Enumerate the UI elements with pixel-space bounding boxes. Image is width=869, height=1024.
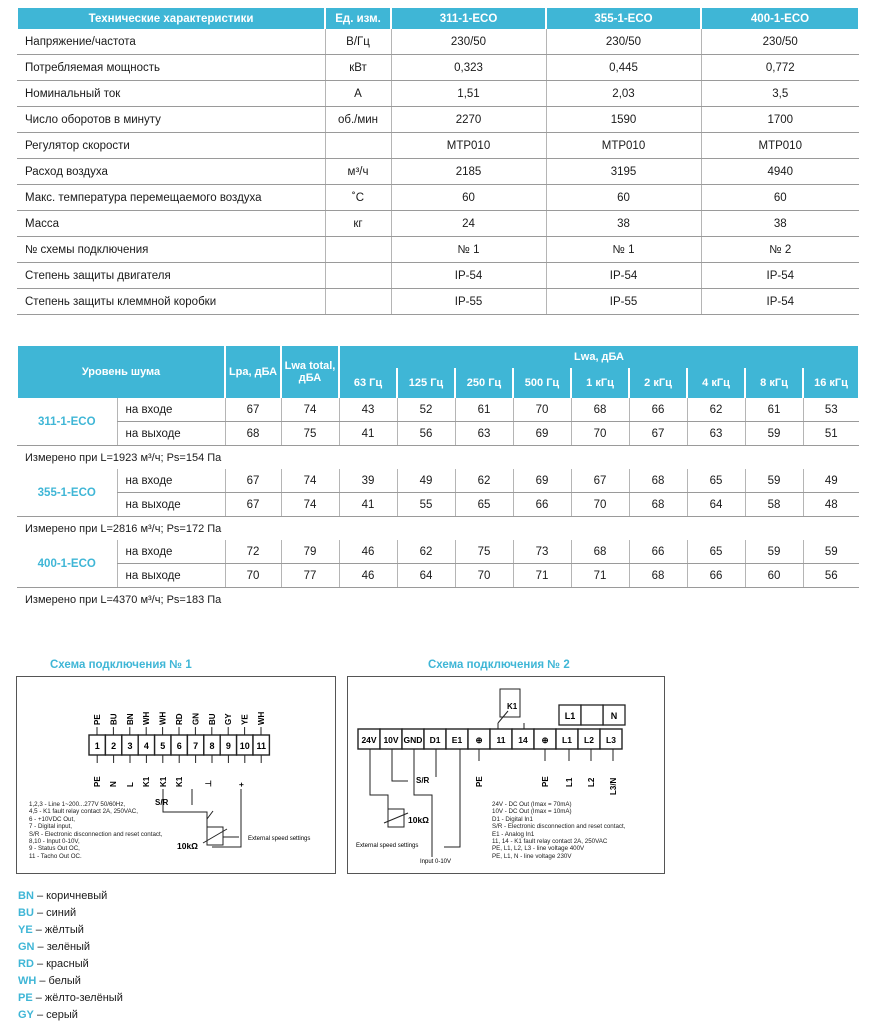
noise-value-cell: 56 (803, 564, 859, 588)
noise-freq-header: 125 Гц (397, 368, 455, 398)
tech-param-cell: Масса (17, 211, 325, 237)
tech-value-cell: 3,5 (701, 81, 859, 107)
schema1-wire-label: YE (240, 714, 250, 725)
noise-row (17, 564, 859, 588)
noise-value-cell: 74 (281, 493, 339, 517)
tech-param-cell: Расход воздуха (17, 159, 325, 185)
schema2-terminal-label: L3 (606, 735, 616, 745)
schema2-sr-label: S/R (416, 776, 430, 785)
schema1-diagram (16, 676, 336, 874)
schema2-note-line: 11, 14 - K1 fault relay contact 2A, 250VAC (492, 838, 608, 846)
tech-value-cell: 0,445 (546, 55, 701, 81)
tech-value-cell: 1700 (701, 107, 859, 133)
noise-value-cell: 62 (455, 469, 513, 493)
schema2-terminal-label: ⊕ (475, 735, 483, 745)
noise-value-cell: 70 (513, 398, 571, 422)
noise-value-cell: 70 (455, 564, 513, 588)
schema1-bottom-label: + (237, 782, 246, 787)
tech-unit-cell (325, 263, 391, 289)
tech-value-cell: 38 (546, 211, 701, 237)
noise-row (17, 469, 859, 493)
noise-value-cell: 64 (687, 493, 745, 517)
noise-freq-header: 1 кГц (571, 368, 629, 398)
legend-text: – жёлтый (32, 924, 84, 936)
tech-value-cell: 2185 (391, 159, 546, 185)
schema1-bottom-label: K1 (142, 776, 151, 787)
noise-value-cell: 67 (629, 422, 687, 446)
tech-row (17, 159, 859, 185)
noise-value-cell: 49 (803, 469, 859, 493)
legend-item (18, 956, 123, 973)
tech-value-cell: IP-54 (701, 289, 859, 315)
noise-freq-header: 500 Гц (513, 368, 571, 398)
tech-value-cell: 60 (701, 185, 859, 211)
schema2-top-label: L1 (564, 711, 576, 721)
schema1-terminal-number: 5 (160, 741, 166, 751)
tech-unit-cell: А (325, 81, 391, 107)
tech-value-cell: № 1 (546, 237, 701, 263)
schema1-terminal-number: 10 (239, 741, 250, 751)
tech-value-cell: 38 (701, 211, 859, 237)
schema1-note-line: 7 - Digital input, (29, 823, 72, 831)
schema2-bottom-label: PE (541, 776, 550, 787)
tech-value-cell: IP-54 (546, 263, 701, 289)
schema2-k1-label: K1 (507, 702, 518, 711)
schema2-input-label: Input 0-10V (420, 859, 452, 865)
noise-value-cell: 48 (803, 493, 859, 517)
legend-item (18, 905, 123, 922)
tech-row (17, 29, 859, 55)
noise-value-cell: 68 (629, 493, 687, 517)
schema1-bottom-label: PE (93, 776, 102, 787)
tech-header-cell: 400-1-ECO (701, 8, 859, 29)
legend-text: – зелёный (34, 941, 91, 953)
tech-header-cell: 355-1-ECO (546, 8, 701, 29)
tech-value-cell: 230/50 (546, 29, 701, 55)
noise-value-cell: 58 (745, 493, 803, 517)
schema2-terminal-label: 14 (518, 735, 528, 745)
schema1-wire-label: BN (125, 713, 135, 725)
legend-code: PE (18, 992, 33, 1004)
noise-value-cell: 68 (571, 540, 629, 564)
noise-value-cell: 70 (571, 422, 629, 446)
schema2-terminal-label: GND (403, 735, 423, 745)
noise-value-cell: 69 (513, 469, 571, 493)
tech-value-cell: № 1 (391, 237, 546, 263)
schema1-wire-label: WH (257, 711, 266, 725)
legend-item (18, 990, 123, 1007)
schema2-top-label: N (610, 711, 618, 721)
noise-lwa-header: Lwa, дБА (339, 346, 859, 368)
schema2-terminal-label: D1 (429, 735, 441, 745)
noise-value-cell: 77 (281, 564, 339, 588)
tech-param-cell: Степень защиты двигателя (17, 263, 325, 289)
tech-row (17, 55, 859, 81)
schema1-terminal-number: 1 (94, 741, 100, 751)
tech-value-cell: IP-54 (391, 263, 546, 289)
tech-value-cell: IP-54 (701, 263, 859, 289)
legend-code: BU (18, 907, 34, 919)
legend-text: – коричневый (33, 890, 108, 902)
schema1-terminal-number: 8 (209, 741, 215, 751)
legend-item (18, 922, 123, 939)
noise-value-cell: 79 (281, 540, 339, 564)
tech-row (17, 211, 859, 237)
noise-value-cell: 41 (339, 422, 397, 446)
tech-value-cell: IP-55 (546, 289, 701, 315)
noise-freq-header: 8 кГц (745, 368, 803, 398)
tech-param-cell: Потребляемая мощность (17, 55, 325, 81)
tech-row (17, 107, 859, 133)
noise-value-cell: 71 (513, 564, 571, 588)
tech-param-cell: Число оборотов в минуту (17, 107, 325, 133)
noise-value-cell: 66 (513, 493, 571, 517)
noise-value-cell: 67 (571, 469, 629, 493)
tech-value-cell: 24 (391, 211, 546, 237)
noise-lwa-total-header: Lwa total, дБА (281, 346, 339, 398)
schema2-note-line: S/R - Electronic disconnection and reset contact, (492, 823, 626, 831)
noise-value-cell: 46 (339, 540, 397, 564)
schema1-wire-label: GY (224, 713, 234, 725)
tech-header-cell: Технические характеристики (17, 8, 325, 29)
tech-value-cell: 1,51 (391, 81, 546, 107)
noise-value-cell: 53 (803, 398, 859, 422)
schema1-note-line: 11 - Tacho Out OC. (29, 852, 82, 860)
noise-freq-header: 4 кГц (687, 368, 745, 398)
tech-row (17, 81, 859, 107)
tech-value-cell: 4940 (701, 159, 859, 185)
tech-row (17, 133, 859, 159)
schema2-external-label: External speed settings (356, 843, 419, 849)
tech-unit-cell (325, 289, 391, 315)
noise-value-cell: 60 (745, 564, 803, 588)
noise-row (17, 422, 859, 446)
noise-freq-header: 63 Гц (339, 368, 397, 398)
noise-value-cell: 65 (455, 493, 513, 517)
schema1-note-line: 6 - +10VDC Out, (29, 815, 75, 823)
tech-value-cell: № 2 (701, 237, 859, 263)
schema2-note-line: PE, L1, L2, L3 - line voltage 400V (492, 845, 585, 853)
schema2-bottom-label: PE (475, 776, 484, 787)
schema1-note-line: 8,10 - Input 0-10V, (29, 838, 80, 846)
noise-value-cell: 61 (745, 398, 803, 422)
tech-header-cell: Ед. изм. (325, 8, 391, 29)
noise-value-cell: 63 (687, 422, 745, 446)
tech-unit-cell: ˚С (325, 185, 391, 211)
schema2-terminal-label: E1 (451, 735, 463, 745)
noise-position-label: на выходе (117, 422, 225, 446)
schema1-wire-label: RD (175, 713, 184, 725)
schema2-terminal-label: 24V (361, 735, 377, 745)
schema2-note-line: D1 - Digital In1 (492, 815, 533, 823)
legend-code: GY (18, 1009, 34, 1021)
schema2-bottom-label: L3/N (609, 777, 618, 795)
schema1-sr-label: S/R (155, 798, 169, 807)
tech-param-cell: № схемы подключения (17, 237, 325, 263)
noise-value-cell: 67 (225, 493, 281, 517)
noise-value-cell: 70 (225, 564, 281, 588)
tech-value-cell: 230/50 (391, 29, 546, 55)
schema1-wire-label: GN (191, 713, 201, 725)
tech-unit-cell: м³/ч (325, 159, 391, 185)
schema2-title: Схема подключения № 2 (428, 659, 570, 671)
schema1-notes (29, 801, 169, 860)
noise-model-name: 355-1-ECO (17, 469, 117, 517)
tech-header-row (17, 8, 859, 29)
noise-freq-header: 2 кГц (629, 368, 687, 398)
schema1-terminal-number: 7 (193, 741, 199, 751)
noise-value-cell: 70 (571, 493, 629, 517)
noise-title: Уровень шума (17, 346, 225, 398)
schema2-wiring (370, 749, 460, 857)
legend-code: YE (18, 924, 33, 936)
schema1-bottom-label: L (126, 782, 135, 787)
schema2-note-line: 10V - DC Out (Imax = 10mA) (492, 808, 572, 816)
noise-value-cell: 55 (397, 493, 455, 517)
tech-value-cell: МТР010 (546, 133, 701, 159)
legend-code: GN (18, 941, 35, 953)
tech-param-cell: Напряжение/частота (17, 29, 325, 55)
schema2-notes (492, 801, 662, 860)
noise-row (17, 493, 859, 517)
schema1-wiring (163, 789, 241, 847)
tech-value-cell: 60 (391, 185, 546, 211)
noise-value-cell: 39 (339, 469, 397, 493)
tech-value-cell: 60 (546, 185, 701, 211)
noise-row (17, 540, 859, 564)
noise-value-cell: 62 (397, 540, 455, 564)
schema1-terminal-number: 11 (256, 741, 266, 751)
tech-value-cell: МТР010 (701, 133, 859, 159)
noise-note: Измерено при L=1923 м³/ч; Ps=154 Па (25, 451, 222, 464)
noise-value-cell: 65 (687, 469, 745, 493)
schema1-terminal-number: 6 (176, 741, 182, 751)
noise-note-row (17, 517, 859, 541)
noise-value-cell: 68 (629, 469, 687, 493)
noise-value-cell: 66 (687, 564, 745, 588)
schema1-note-line: 1,2,3 - Line 1~200...277V 50/60Hz, (29, 801, 126, 808)
tech-unit-cell (325, 237, 391, 263)
noise-value-cell: 72 (225, 540, 281, 564)
noise-note: Измерено при L=4370 м³/ч; Ps=183 Па (25, 593, 222, 606)
noise-value-cell: 59 (745, 469, 803, 493)
noise-value-cell: 56 (397, 422, 455, 446)
tech-unit-cell: кг (325, 211, 391, 237)
tech-param-cell: Регулятор скорости (17, 133, 325, 159)
schema1-terminal-number: 2 (111, 741, 117, 751)
schema1-bottom-label: K1 (159, 776, 168, 787)
legend-item (18, 973, 123, 990)
noise-value-cell: 68 (225, 422, 281, 446)
schema2-terminal-label: 11 (496, 735, 506, 745)
schema1-wire-label: WH (158, 711, 168, 725)
schema1-bottom-label: N (109, 781, 118, 787)
noise-value-cell: 52 (397, 398, 455, 422)
tech-value-cell: 1590 (546, 107, 701, 133)
noise-note-row (17, 588, 859, 612)
schema2-note-line: PE, L1, N - line voltage 230V (492, 852, 572, 860)
schema1-terminal-number: 4 (143, 741, 149, 751)
noise-value-cell: 65 (687, 540, 745, 564)
tech-row (17, 185, 859, 211)
noise-value-cell: 64 (397, 564, 455, 588)
noise-row (17, 398, 859, 422)
noise-position-label: на входе (117, 398, 225, 422)
schema1-note-line: S/R - Electronic disconnection and reset contact, (29, 830, 163, 838)
noise-position-label: на входе (117, 469, 225, 493)
noise-value-cell: 66 (629, 540, 687, 564)
schema1-note-line: 9 - Status Out OC, (29, 845, 80, 853)
noise-value-cell: 69 (513, 422, 571, 446)
tech-param-cell: Степень защиты клеммной коробки (17, 289, 325, 315)
noise-value-cell: 75 (281, 422, 339, 446)
noise-lpa-header: Lpa, дБА (225, 346, 281, 398)
noise-freq-header: 250 Гц (455, 368, 513, 398)
noise-value-cell: 49 (397, 469, 455, 493)
noise-value-cell: 67 (225, 398, 281, 422)
noise-value-cell: 59 (803, 540, 859, 564)
schema1-note-line: 4,5 - K1 fault relay contact 2A, 250VAC, (29, 808, 138, 816)
noise-value-cell: 62 (687, 398, 745, 422)
noise-value-cell: 71 (571, 564, 629, 588)
noise-freq-header: 16 кГц (803, 368, 859, 398)
tech-value-cell: 0,772 (701, 55, 859, 81)
schema1-bottom-label: K1 (175, 776, 184, 787)
noise-value-cell: 66 (629, 398, 687, 422)
schema1-resistor-label: 10kΩ (177, 841, 198, 851)
tech-row (17, 263, 859, 289)
legend-item (18, 888, 123, 905)
tech-unit-cell: В/Гц (325, 29, 391, 55)
noise-value-cell: 75 (455, 540, 513, 564)
schema2-bottom-label: L1 (565, 777, 574, 787)
legend-text: – синий (33, 907, 77, 919)
legend-code: BN (18, 890, 34, 902)
tech-specs-table (16, 8, 860, 315)
tech-unit-cell (325, 133, 391, 159)
tech-param-cell: Макс. температура перемещаемого воздуха (17, 185, 325, 211)
schema2-diagram (347, 676, 665, 874)
noise-position-label: на выходе (117, 564, 225, 588)
legend-item (18, 939, 123, 956)
tech-value-cell: 2,03 (546, 81, 701, 107)
legend-item (18, 1007, 123, 1024)
schema1-wire-label: PE (93, 714, 102, 725)
legend-text: – белый (36, 975, 81, 987)
schema2-resistor-label: 10kΩ (408, 815, 429, 825)
schema2-terminal-label: ⊕ (541, 735, 549, 745)
tech-value-cell: 0,323 (391, 55, 546, 81)
tech-unit-cell: кВт (325, 55, 391, 81)
noise-model-name: 400-1-ECO (17, 540, 117, 588)
tech-value-cell: 230/50 (701, 29, 859, 55)
schema2-bottom-label: L2 (587, 777, 596, 787)
legend-text: – жёлто-зелёный (32, 992, 123, 1004)
noise-position-label: на входе (117, 540, 225, 564)
schema2-note-line: 24V - DC Out (Imax = 70mA) (492, 801, 572, 808)
noise-table (16, 346, 860, 611)
legend-code: RD (18, 958, 34, 970)
noise-model-name: 311-1-ECO (17, 398, 117, 446)
tech-row (17, 289, 859, 315)
noise-note: Измерено при L=2816 м³/ч; Ps=172 Па (25, 522, 222, 535)
legend-text: – серый (33, 1009, 78, 1021)
tech-header-cell: 311-1-ECO (391, 8, 546, 29)
noise-value-cell: 74 (281, 398, 339, 422)
noise-value-cell: 73 (513, 540, 571, 564)
tech-value-cell: 3195 (546, 159, 701, 185)
tech-param-cell: Номинальный ток (17, 81, 325, 107)
tech-unit-cell: об./мин (325, 107, 391, 133)
noise-value-cell: 68 (571, 398, 629, 422)
schema2-top-box (581, 705, 603, 725)
noise-position-label: на выходе (117, 493, 225, 517)
schema2-terminal-label: L1 (562, 735, 572, 745)
noise-value-cell: 43 (339, 398, 397, 422)
noise-value-cell: 61 (455, 398, 513, 422)
tech-value-cell: IP-55 (391, 289, 546, 315)
noise-value-cell: 63 (455, 422, 513, 446)
legend-text: – красный (33, 958, 89, 970)
schema2-terminal-label: L2 (584, 735, 594, 745)
noise-value-cell: 67 (225, 469, 281, 493)
schema1-wire-label: WH (142, 711, 152, 725)
color-legend (18, 888, 123, 1024)
schema1-terminal-number: 3 (127, 741, 133, 751)
schema1-title: Схема подключения № 1 (50, 659, 192, 671)
schema1-wire-label: BU (207, 713, 217, 725)
schema1-wire-label: BU (109, 713, 119, 725)
schema1-external-label: External speed settings (248, 836, 311, 842)
tech-value-cell: МТР010 (391, 133, 546, 159)
tech-row (17, 237, 859, 263)
schema2-note-line: E1 - Analog In1 (492, 830, 535, 838)
legend-code: WH (18, 975, 37, 987)
tech-value-cell: 2270 (391, 107, 546, 133)
noise-value-cell: 59 (745, 540, 803, 564)
noise-value-cell: 41 (339, 493, 397, 517)
noise-value-cell: 51 (803, 422, 859, 446)
noise-value-cell: 74 (281, 469, 339, 493)
noise-value-cell: 46 (339, 564, 397, 588)
schema2-terminal-label: 10V (383, 735, 399, 745)
schema1-bottom-label: ⊥ (204, 780, 213, 787)
noise-note-row (17, 446, 859, 470)
noise-value-cell: 68 (629, 564, 687, 588)
noise-value-cell: 59 (745, 422, 803, 446)
schema1-terminal-number: 9 (225, 741, 231, 751)
